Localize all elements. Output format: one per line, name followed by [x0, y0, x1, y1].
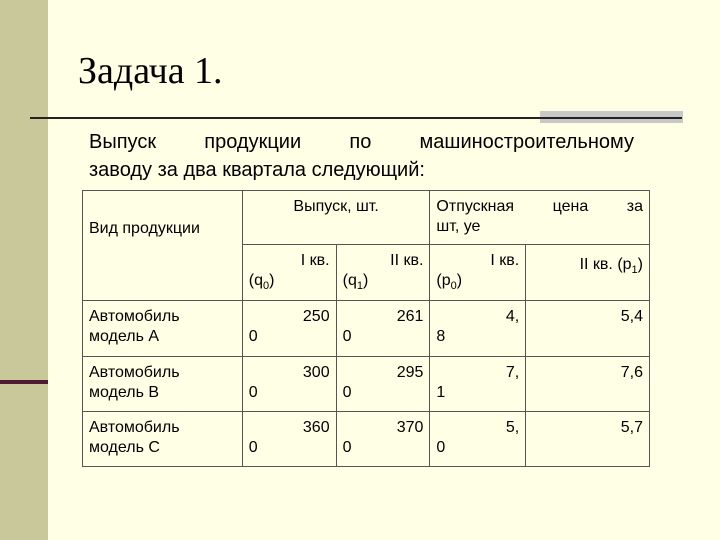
- header-output: Выпуск, шт.: [242, 191, 430, 245]
- production-table: [82, 190, 650, 467]
- row-product-name: Автомобиль модель В: [83, 357, 243, 412]
- row-q0: 250 0: [242, 301, 336, 357]
- row-product-name: Автомобиль модель С: [83, 412, 243, 467]
- task-description-line-1: Выпуск продукции по машиностроительному: [89, 131, 634, 153]
- header-price-line-1: Отпускная цена за: [436, 198, 643, 215]
- row-q1: 370 0: [336, 412, 430, 467]
- row-q1: 295 0: [336, 357, 430, 412]
- slide-title: Задача 1.: [78, 50, 223, 92]
- task-description-line-2: заводу за два квартала следующий:: [89, 159, 425, 181]
- table-row: [83, 357, 650, 412]
- row-q0: 360 0: [242, 412, 336, 467]
- subheader-q0-symbol: $(q_0)$: [248, 272, 275, 293]
- table-row: [83, 301, 650, 357]
- subheader-p0-quarter: I кв.: [490, 252, 520, 269]
- header-product-type: Вид продукции: [83, 191, 243, 301]
- task-description: [89, 128, 634, 184]
- subheader-q1: [336, 245, 430, 301]
- subheader-p0-symbol: $(p_0)$: [436, 272, 463, 293]
- subheader-q0-quarter: I кв.: [300, 252, 330, 269]
- row-p1: 5,4: [526, 301, 650, 357]
- row-product-name: Автомобиль модель А: [83, 301, 243, 357]
- subheader-p0: [430, 245, 526, 301]
- row-p0: 5, 0: [430, 412, 526, 467]
- subheader-q1-quarter: II кв.: [390, 252, 424, 269]
- table-header-row: [83, 191, 650, 245]
- left-decorative-band: [0, 0, 48, 540]
- left-band-accent-line: [0, 380, 48, 384]
- row-p1: 7,6: [526, 357, 650, 412]
- row-p1: 5,7: [526, 412, 650, 467]
- row-q1: 261 0: [336, 301, 430, 357]
- subheader-q1-symbol: $(q_1)$: [342, 272, 369, 293]
- subheader-p1: II кв. $(p_1)$: [526, 245, 650, 301]
- header-price: [430, 191, 650, 245]
- row-q0: 300 0: [242, 357, 336, 412]
- subheader-q0: [242, 245, 336, 301]
- row-p0: 7, 1: [430, 357, 526, 412]
- header-price-line-2: шт, уе: [436, 218, 481, 235]
- row-p0: 4, 8: [430, 301, 526, 357]
- table-row: [83, 412, 650, 467]
- title-underline: [30, 117, 682, 119]
